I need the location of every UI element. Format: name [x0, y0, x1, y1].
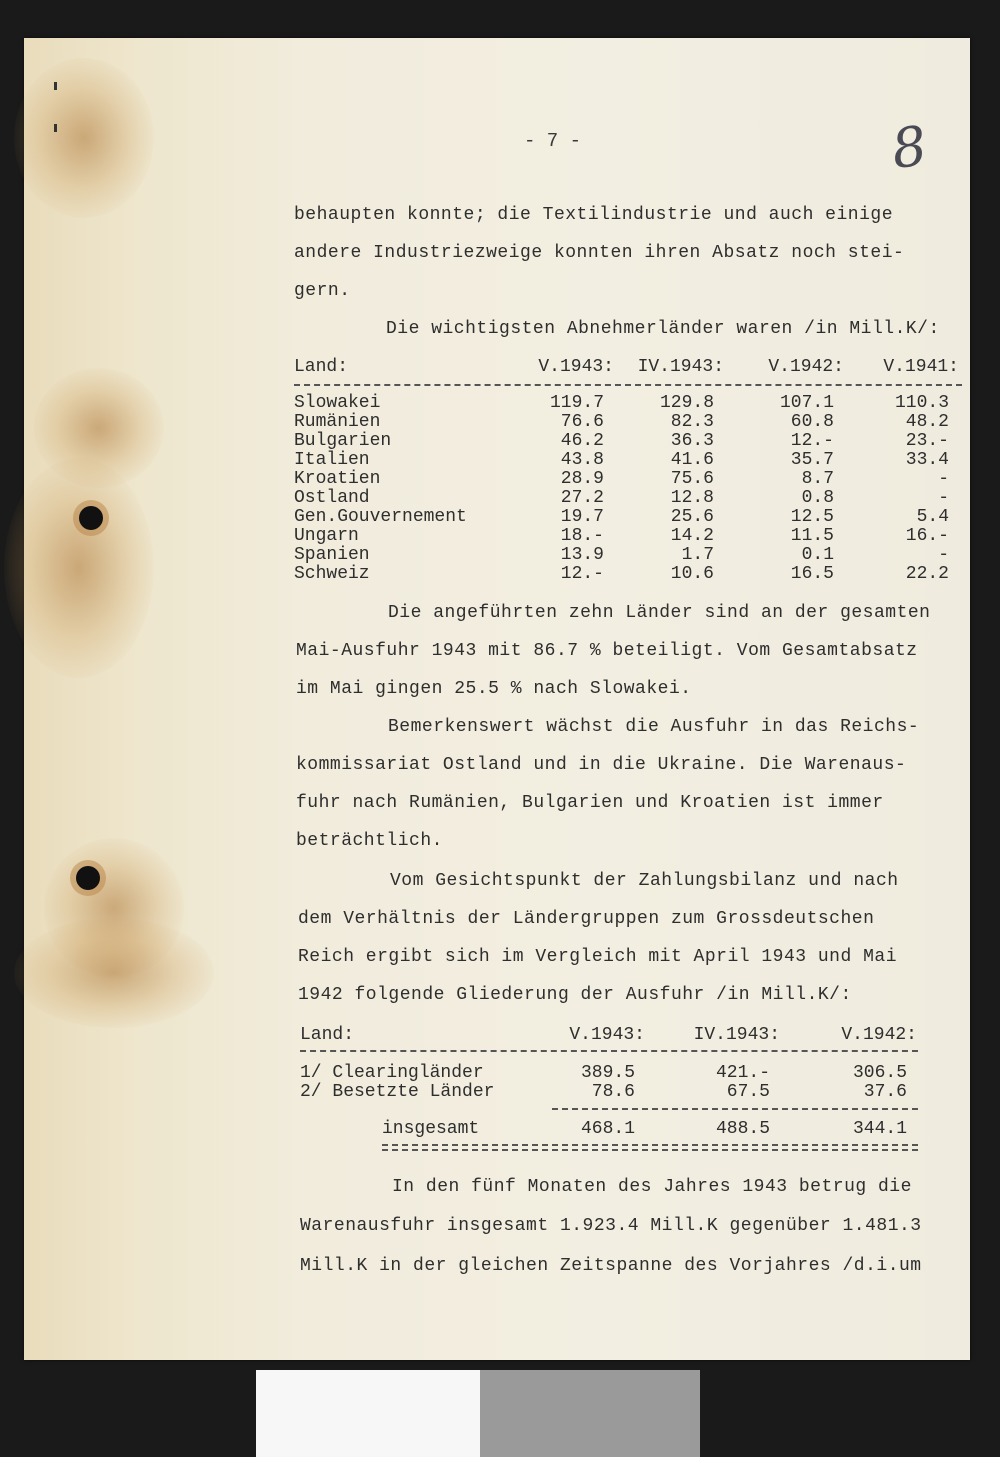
table-row: [294, 394, 964, 413]
text-line: kommissariat Ostland und in die Ukraine. Die Warenaus-: [296, 755, 907, 775]
export-countries-table: [294, 358, 964, 588]
column-header: V.1941:: [883, 357, 959, 377]
table-cell: 75.6: [670, 469, 714, 489]
group-name: 1/ Clearingländer: [300, 1063, 484, 1083]
table-cell: 110.3: [894, 393, 949, 413]
table-cell: 48.2: [905, 412, 949, 432]
table-cell: 12.8: [670, 488, 714, 508]
table-row: [300, 1083, 920, 1102]
table-row: [300, 1064, 920, 1083]
table-cell: 0.8: [801, 488, 834, 508]
table-row: [294, 489, 964, 508]
total-row: [300, 1120, 920, 1139]
text-line: im Mai gingen 25.5 % nach Slowakei.: [296, 679, 692, 699]
group-name: 2/ Besetzte Länder: [300, 1082, 495, 1102]
table-cell: 46.2: [560, 431, 604, 451]
text-line: behaupten konnte; die Textilindustrie und auch einige: [294, 205, 893, 225]
table-row: [294, 508, 964, 527]
punch-hole: [76, 866, 100, 890]
text-line: 1942 folgende Gliederung der Ausfuhr /in Mill.K/:: [298, 985, 852, 1005]
text-line: Bemerkenswert wächst die Ausfuhr in das Reichs-: [388, 717, 920, 737]
text-line: Warenausfuhr insgesamt 1.923.4 Mill.K gegenüber 1.481.3: [300, 1216, 922, 1236]
table-cell: 14.2: [670, 526, 714, 546]
country-name: Italien: [294, 450, 370, 470]
table-body: [294, 394, 964, 584]
table-cell: 19.7: [560, 507, 604, 527]
paragraph-4: [296, 708, 919, 860]
margin-mark: [54, 82, 57, 90]
table-row: [294, 432, 964, 451]
table-cell: 1.7: [681, 545, 714, 565]
margin-mark: [54, 124, 57, 132]
table-cell: 35.7: [790, 450, 834, 470]
page-number: - 7 -: [524, 130, 582, 152]
column-header: Land:: [294, 357, 349, 377]
header-divider: [300, 1050, 918, 1052]
table-cell: 10.6: [670, 564, 714, 584]
country-name: Ungarn: [294, 526, 359, 546]
table-cell: 389.5: [580, 1063, 635, 1083]
paragraph-1: [294, 196, 904, 310]
column-header: IV.1943:: [693, 1025, 780, 1045]
column-header: V.1943:: [538, 357, 614, 377]
table-cell: 41.6: [670, 450, 714, 470]
table-cell: 5.4: [916, 507, 949, 527]
text-line: Mai-Ausfuhr 1943 mit 86.7 % beteiligt. Vom Gesamtabsatz: [296, 641, 918, 661]
table-row: [294, 413, 964, 432]
table-cell: 306.5: [852, 1063, 907, 1083]
table-row: [294, 470, 964, 489]
table-cell: 23.-: [905, 431, 949, 451]
table-cell: 18.-: [560, 526, 604, 546]
subtotal-divider: [552, 1108, 918, 1110]
table-cell: 421.-: [715, 1063, 770, 1083]
table-row: [294, 546, 964, 565]
table-cell: 129.8: [659, 393, 714, 413]
table-cell: 488.5: [715, 1119, 770, 1139]
column-header: IV.1943:: [637, 357, 724, 377]
header-divider: [294, 384, 962, 386]
table-cell: 13.9: [560, 545, 604, 565]
burn-stain: [4, 458, 154, 678]
table-cell: 82.3: [670, 412, 714, 432]
country-name: Rumänien: [294, 412, 381, 432]
table-cell: 12.-: [790, 431, 834, 451]
text-line: Mill.K in der gleichen Zeitspanne des Vorjahres /d.i.um: [300, 1256, 922, 1276]
paragraph-6: [300, 1168, 922, 1286]
table-cell: 78.6: [591, 1082, 635, 1102]
country-name: Gen.Gouvernement: [294, 507, 467, 527]
punch-hole: [79, 506, 103, 530]
table-body: [300, 1064, 920, 1102]
text-line: In den fünf Monaten des Jahres 1943 betrug die: [392, 1177, 912, 1197]
column-header: V.1942:: [841, 1025, 917, 1045]
document-page: [24, 38, 970, 1360]
country-name: Kroatien: [294, 469, 381, 489]
text-line: dem Verhältnis der Ländergruppen zum Grossdeutschen: [298, 909, 875, 929]
table-cell: 33.4: [905, 450, 949, 470]
text-line: Reich ergibt sich im Vergleich mit April 1943 und Mai: [298, 947, 897, 967]
table-row: [294, 565, 964, 584]
column-header: Land:: [300, 1025, 355, 1045]
burn-stain: [14, 58, 154, 218]
calibration-swatch-white: [256, 1370, 480, 1457]
table-cell: 12.-: [560, 564, 604, 584]
table-row: [294, 451, 964, 470]
text-line: Vom Gesichtspunkt der Zahlungsbilanz und nach: [390, 871, 899, 891]
table-cell: 76.6: [560, 412, 604, 432]
column-header: V.1942:: [768, 357, 844, 377]
paragraph-2: [386, 310, 940, 348]
paragraph-5: [298, 862, 899, 1014]
handwritten-page-number: 8: [887, 113, 931, 182]
burn-stain: [14, 918, 214, 1028]
country-name: Spanien: [294, 545, 370, 565]
table-cell: 16.5: [790, 564, 834, 584]
calibration-swatch-gray: [480, 1370, 700, 1457]
text-line: gern.: [294, 281, 351, 301]
table-cell: 36.3: [670, 431, 714, 451]
text-line: Die angeführten zehn Länder sind an der gesamten: [388, 603, 931, 623]
country-name: Bulgarien: [294, 431, 392, 451]
table-cell: 119.7: [549, 393, 604, 413]
country-name: Schweiz: [294, 564, 370, 584]
paragraph-3: [296, 594, 930, 708]
total-double-rule: [382, 1144, 918, 1151]
country-groups-table: [300, 1026, 920, 1166]
table-header-row: [294, 358, 964, 377]
total-label: insgesamt: [382, 1119, 480, 1139]
table-cell: 37.6: [863, 1082, 907, 1102]
country-name: Slowakei: [294, 393, 381, 413]
table-cell: -: [938, 469, 949, 489]
text-line: andere Industriezweige konnten ihren Absatz noch stei-: [294, 243, 905, 263]
table-cell: -: [938, 488, 949, 508]
table-cell: 25.6: [670, 507, 714, 527]
table-cell: 28.9: [560, 469, 604, 489]
table-row: [294, 527, 964, 546]
table-cell: 60.8: [790, 412, 834, 432]
table-cell: 11.5: [790, 526, 834, 546]
table-cell: 107.1: [779, 393, 834, 413]
text-line: beträchtlich.: [296, 831, 443, 851]
table-cell: 22.2: [905, 564, 949, 584]
text-line: fuhr nach Rumänien, Bulgarien und Kroatien ist immer: [296, 793, 884, 813]
table-cell: 0.1: [801, 545, 834, 565]
table-cell: 43.8: [560, 450, 604, 470]
country-name: Ostland: [294, 488, 370, 508]
table-cell: 27.2: [560, 488, 604, 508]
table-cell: 16.-: [905, 526, 949, 546]
table-cell: 67.5: [726, 1082, 770, 1102]
table-cell: 8.7: [801, 469, 834, 489]
text-line: Die wichtigsten Abnehmerländer waren /in Mill.K/:: [386, 319, 940, 339]
table-cell: 468.1: [580, 1119, 635, 1139]
table-header-row: [300, 1026, 920, 1045]
column-header: V.1943:: [569, 1025, 645, 1045]
table-cell: -: [938, 545, 949, 565]
table-cell: 344.1: [852, 1119, 907, 1139]
table-cell: 12.5: [790, 507, 834, 527]
